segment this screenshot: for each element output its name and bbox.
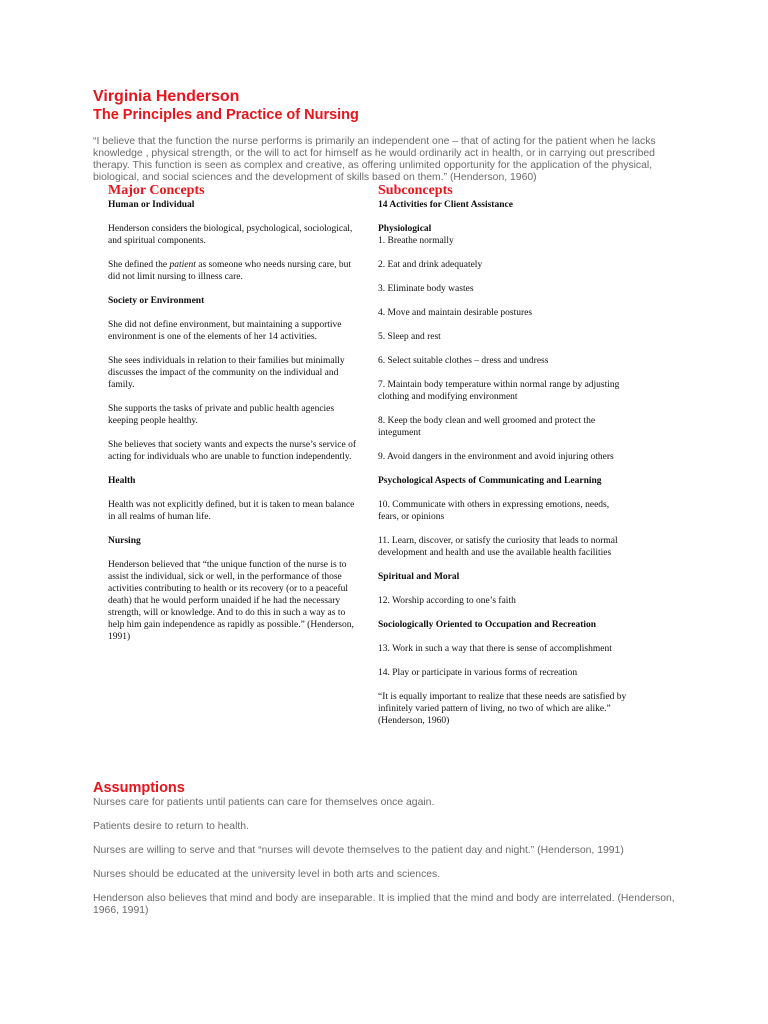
human-p2-post: as someone who needs nursing care, but did not limit nursing to illness care. [108,260,351,282]
activity-item-9: 9. Avoid dangers in the environment and avoid injuring others [378,452,614,462]
nursing-heading: Nursing [108,536,141,546]
society-heading: Society or Environment [108,296,205,306]
human-p2-pre: She defined the [108,260,170,270]
assumptions-list [93,797,683,929]
society-paragraph-2: She sees individuals in relation to their families but minimally discusses the impact of the community on the individual and family. [108,356,345,390]
subconcepts-column [378,182,628,739]
assumption-item: Henderson also believes that mind and body are inseparable. It is implied that the mind and body are interrelated. (Henderson, 1966, 1991) [93,893,675,916]
physiological-heading: Physiological [378,224,432,234]
activity-item-4: 4. Move and maintain desirable postures [378,308,533,318]
activity-item-1: 1. Breathe normally [378,236,454,246]
activity-item-13: 13. Work in such a way that there is sense of accomplishment [378,644,612,654]
society-paragraph-4: She believes that society wants and expects the nurse’s service of acting for individuals who are unable to function independently. [108,440,356,462]
document-subtitle: The Principles and Practice of Nursing [93,107,359,123]
assumption-item: Nurses should be educated at the university level in both arts and sciences. [93,869,441,880]
activity-item-6: 6. Select suitable clothes – dress and undress [378,356,549,366]
human-p2-em: patient [169,260,196,270]
assumption-item: Patients desire to return to health. [93,821,249,832]
nursing-paragraph-1: Henderson believed that “the unique function of the nurse is to assist the individual, sick or well, in the performance of those activities contributing to health or its recovery (or to a peaceful death) that he would perform unaided if he had the necessary strength, will or knowledge. And to do this in such a way as to help him gain independence as rapidly as possible.” (Henderson, 1991) [108,560,354,642]
activity-item-3: 3. Eliminate body wastes [378,284,474,294]
human-paragraph-2 [108,259,358,283]
spiritual-heading: Spiritual and Moral [378,572,460,582]
society-paragraph-3: She supports the tasks of private and public health agencies keeping people healthy. [108,404,335,426]
activity-item-14: 14. Play or participate in various forms of recreation [378,668,578,678]
assumption-item: Nurses care for patients until patients can care for themselves once again. [93,797,435,808]
major-concepts-heading: Major Concepts [108,183,205,198]
major-concepts-column [108,182,358,655]
document-title: Virginia Henderson [93,88,240,105]
human-heading: Human or Individual [108,200,195,210]
activity-item-2: 2. Eat and drink adequately [378,260,483,270]
subconcepts-heading: Subconcepts [378,183,453,198]
activity-item-8: 8. Keep the body clean and well groomed and protect the integument [378,416,596,438]
health-heading: Health [108,476,136,486]
psychological-heading: Psychological Aspects of Communicating and Learning [378,476,602,486]
human-paragraph-1: Henderson considers the biological, psychological, sociological, and spiritual components. [108,224,353,246]
activity-item-7: 7. Maintain body temperature within normal range by adjusting clothing and modifying environment [378,380,620,402]
activity-item-11: 11. Learn, discover, or satisfy the curiosity that leads to normal development and health and use the available health facilities [378,536,618,558]
intro-quote: “I believe that the function the nurse performs is primarily an independent one – that of acting for the patient when he lacks knowledge , physical strength, or the will to act for himself as he would ordinarily act in health, or in carrying out prescribed therapy. This function is seen as complex and creative, as offering unlimited opportunity for the application of the physical, biological, and social sciences and the development of skills based on them.” (Henderson, 1960) [93,136,656,183]
society-paragraph-1: She did not define environment, but maintaining a supportive environment is one of the elements of her 14 activities. [108,320,342,342]
activity-item-5: 5. Sleep and rest [378,332,441,342]
assumptions-heading: Assumptions [93,780,185,796]
assumption-item: Nurses are willing to serve and that “nurses will devote themselves to the patient day and night.” (Henderson, 1991) [93,845,624,856]
sociological-heading: Sociologically Oriented to Occupation and Recreation [378,620,597,630]
activity-item-10: 10. Communicate with others in expressing emotions, needs, fears, or opinions [378,500,610,522]
closing-quote: “It is equally important to realize that these needs are satisfied by infinitely varied pattern of living, no two of which are alike.” (Henderson, 1960) [378,692,627,726]
health-paragraph-1: Health was not explicitly defined, but it is taken to mean balance in all realms of human life. [108,500,355,522]
activity-item-12: 12. Worship according to one’s faith [378,596,516,606]
activities-heading: 14 Activities for Client Assistance [378,200,513,210]
